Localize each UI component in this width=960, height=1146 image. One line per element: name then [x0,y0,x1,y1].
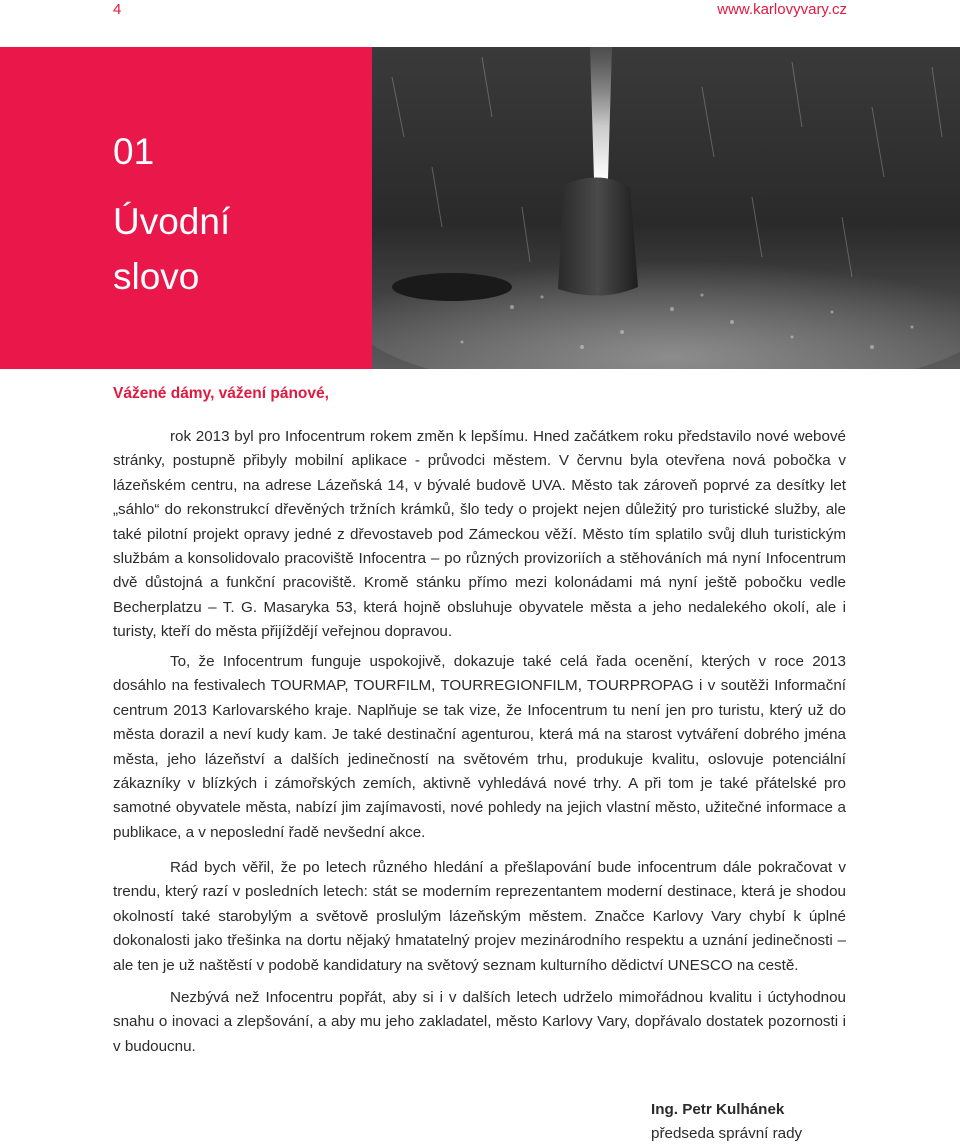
chapter-number: 01 [113,131,155,172]
signature-name: Ing. Petr Kulhánek [651,1101,785,1118]
body-paragraph: Nezbývá než Infocentru popřát, aby si i v dalších letech udrželo mimořádnou kvalitu i úctyhodnou snahu o inovaci a zlepšování, a aby mu jeho zakladatel, město Karlovy Vary, dopřávalo dostatek pozornosti i v budoucnu. [113,989,846,1055]
signature-role: předseda správní rady [651,1125,803,1142]
salutation: Vážené dámy, vážení pánové, [113,385,329,402]
signature [651,1098,802,1146]
chapter-title-line: slovo [113,256,200,297]
body-paragraph: To, že Infocentrum funguje uspokojivě, dokazuje také celá řada ocenění, kterých v roce 2013 dosáhlo na festivalech TOURMAP, TOURFILM, TOURREGIONFILM, TOURPROPAG i v soutěži Informační centrum 2013 Karlovarského kraje. Naplňuje se tak vize, že Infocentrum tu není jen pro turistu, který už do města dorazil a neví kudy kam. Je také destinační agenturou, která má na starost vytváření dobrého jména města, jeho lázeňství a dalších jedinečností na světovém trhu, produkuje kvalitu, oslovuje potenciální zákazníky v blízkých i zámořských zemích, aktivně vyhledává nové trhy. A při tom je také přátelské pro samotné obyvatele města, nabízí jim zajímavosti, nové pohledy na jejich vlastní město, užitečné informace a publikace, a v neposlední řadě nevšední akce. [113,653,846,841]
body-paragraph: Rád bych věřil, že po letech různého hledání a přešlapování bude infocentrum dále pokračovat v trendu, který razí v posledních letech: stát se moderním reprezentantem moderní destinace, která je shodou okolností také starobylým a světově proslulým lázeňským městem. Značce Karlovy Vary chybí k úplné dokonalosti jako třešinka na dortu nějaký hmatatelný projev mezinárodního respektu a uznání jedinečnosti – ale ten je už naštěstí v podobě kandidatury na světový seznam kulturního dědictví UNESCO na cestě. [113,859,846,974]
chapter-title-line: Úvodní [113,201,231,242]
body-paragraph: rok 2013 byl pro Infocentrum rokem změn k lepšímu. Hned začátkem roku představilo nové webové stránky, postupně přibyly mobilní aplikace - průvodci městem. V červnu byla otevřena nová pobočka v lázeňském centru, na adrese Lázeňská 14, v bývalé budově UVA. Město tak zároveň poprvé za desítky let „sáhlo“ do rekonstrukcí dřevěných tržních krámků, šlo tedy o projekt nejen důležitý pro turistické služby, ale také pilotní projekt opravy jedné z dřevostaveb pod Zámeckou věží. Město tím splatilo svůj dluh turistickým službám a konsolidovalo pracoviště Infocentra – po různých provizoriích a stěhováních má nyní Infocentrum dvě důstojná a funkční pracoviště. Kromě stánku přímo mezi kolonádami má nyní ještě pobočku vedle Becherplatzu – T. G. Masaryka 53, která hojně obsluhuje obyvatele města a jeho nedalekého okolí, ale i turisty, kteří do města přijíždějí veřejnou dopravou. [113,428,846,641]
site-url[interactable]: www.karlovyvary.cz [717,1,847,18]
page-number: 4 [113,1,122,18]
geyser-photo [372,47,960,369]
